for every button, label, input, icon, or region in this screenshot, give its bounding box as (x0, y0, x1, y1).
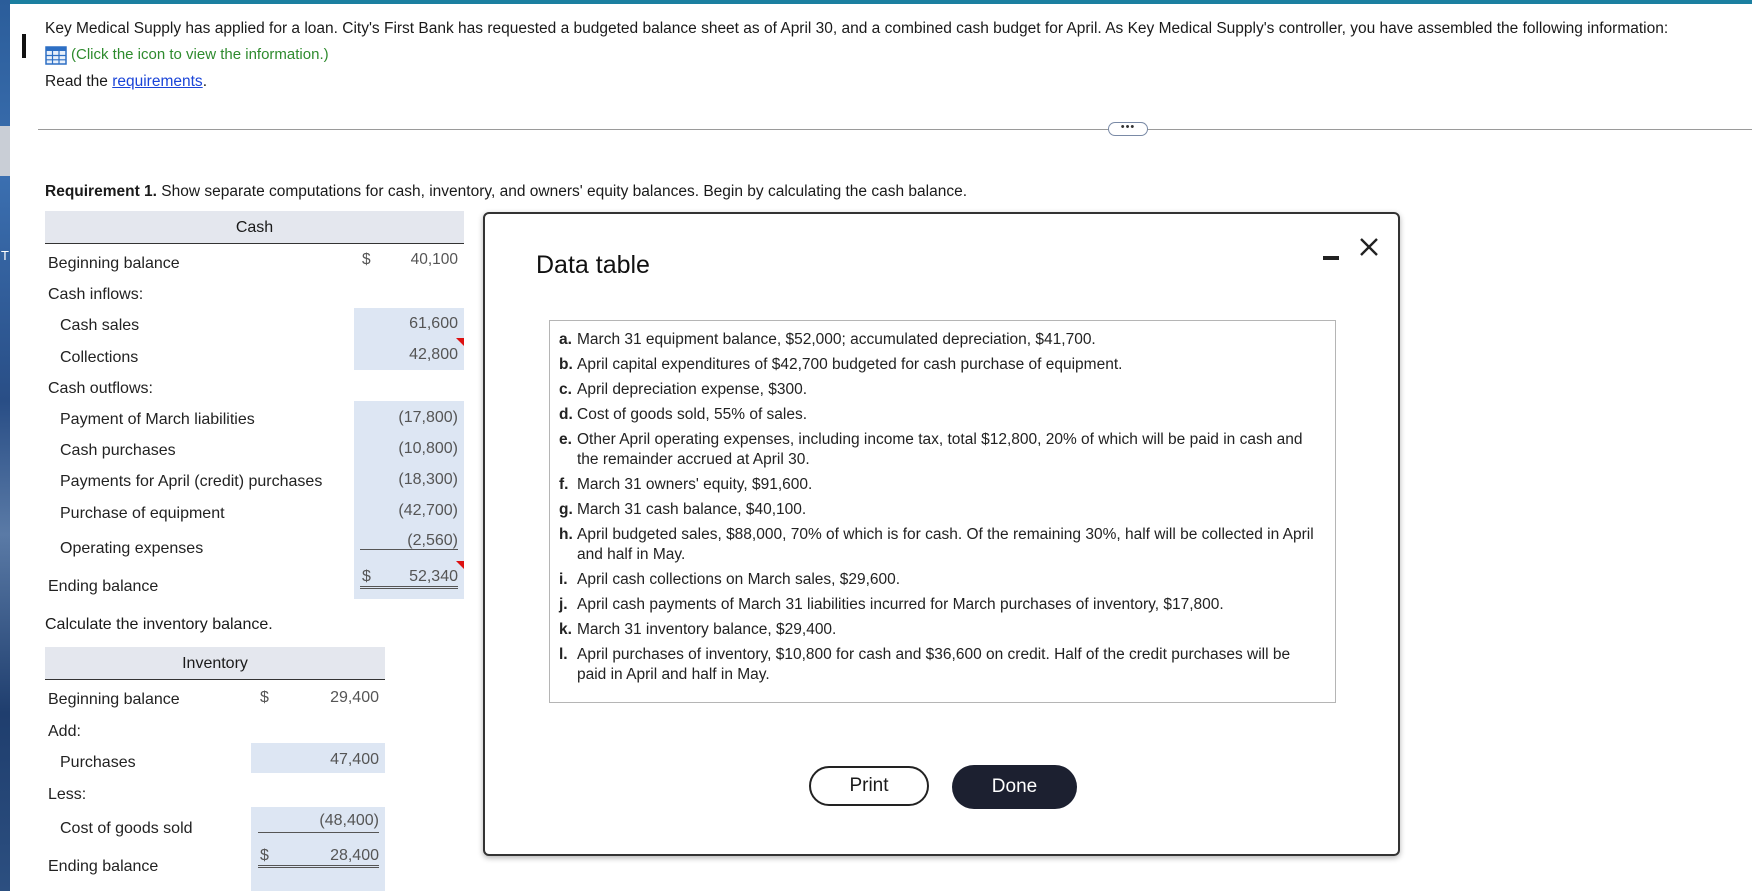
close-icon (1356, 234, 1382, 260)
inv-beginning-dollar: $ (260, 689, 269, 706)
inventory-table-header (45, 647, 385, 680)
section-divider (38, 129, 1752, 130)
operating-value[interactable]: (2,560) (407, 532, 458, 549)
payments-april-value[interactable]: (18,300) (398, 471, 458, 488)
cash-sales-value[interactable]: 61,600 (409, 315, 458, 332)
inv-ending-label: Ending balance (48, 858, 159, 875)
data-item-text: Other April operating expenses, including income tax, total $12,800, 20% of which will be paid in cash and the remainder accrued at April 30. (577, 431, 1303, 468)
cash-beginning-value: 40,100 (410, 251, 458, 268)
requirement-instructions: Show separate computations for cash, inventory, and owners' equity balances. Begin by calculating the cash balance. (156, 183, 967, 200)
data-item-text: April depreciation expense, $300. (577, 381, 808, 398)
data-item-text: April budgeted sales, $88,000, 70% of which is for cash. Of the remaining 30%, half will be collected in April and half in May. (577, 526, 1314, 563)
data-list-box (549, 320, 1336, 703)
requirements-link[interactable]: requirements (112, 73, 203, 90)
data-item-d (559, 405, 1323, 425)
data-item-text: April cash collections on March sales, $29,600. (577, 571, 901, 588)
data-item-key: c. (559, 381, 572, 398)
strip-marker (0, 126, 10, 176)
minimize-button[interactable] (1320, 245, 1342, 267)
data-item-l (559, 645, 1323, 685)
data-item-a (559, 330, 1323, 350)
data-item-text: March 31 owners' equity, $91,600. (577, 476, 813, 493)
cash-beginning-label: Beginning balance (48, 255, 180, 272)
problem-intro (45, 19, 1725, 92)
data-table-dialog (483, 212, 1400, 856)
data-item-key: e. (559, 431, 572, 448)
requirement-label: Requirement 1. (45, 183, 157, 200)
strip-letter: T (1, 248, 9, 263)
data-item-j (559, 595, 1323, 615)
payment-march-label: Payment of March liabilities (60, 411, 255, 428)
inv-cogs-value[interactable]: (48,400) (319, 812, 379, 829)
data-item-i (559, 570, 1323, 590)
inv-ending-dollar: $ (260, 847, 269, 864)
data-item-c (559, 380, 1323, 400)
read-suffix: . (202, 73, 207, 90)
inv-purchases-value[interactable]: 47,400 (330, 751, 379, 768)
inv-beginning-label: Beginning balance (48, 691, 180, 708)
collections-label: Collections (60, 349, 139, 366)
data-item-key: d. (559, 406, 573, 423)
cash-beginning-dollar: $ (362, 251, 371, 268)
data-item-text: April purchases of inventory, $10,800 for cash and $36,600 on credit. Half of the credit purchases will be paid in April and half in May. (577, 646, 1291, 683)
print-button[interactable]: Print (809, 766, 929, 806)
equipment-value[interactable]: (42,700) (398, 502, 458, 519)
dialog-title: Data table (536, 251, 650, 279)
payment-march-value[interactable]: (17,800) (398, 409, 458, 426)
data-item-key: l. (559, 646, 568, 663)
collections-value[interactable]: 42,800 (409, 346, 458, 363)
calc-inventory-text: Calculate the inventory balance. (45, 616, 273, 633)
data-item-key: g. (559, 501, 573, 518)
top-accent-bar (0, 0, 1752, 4)
cash-ending-value[interactable]: 52,340 (409, 568, 458, 585)
cash-ending-label: Ending balance (48, 578, 159, 595)
read-prefix: Read the (45, 73, 113, 90)
inv-add-label: Add: (48, 723, 81, 740)
close-button[interactable] (1356, 234, 1382, 260)
cash-beginning-cell (354, 244, 464, 277)
inv-beginning-value: 29,400 (330, 689, 379, 706)
cash-table-header (45, 211, 464, 244)
inv-less-label: Less: (48, 786, 87, 803)
cash-outflows-label: Cash outflows: (48, 380, 153, 397)
minimize-icon (1323, 256, 1339, 260)
payments-april-label: Payments for April (credit) purchases (60, 473, 323, 490)
inv-purchases-label: Purchases (60, 754, 136, 771)
data-item-key: f. (559, 476, 569, 493)
data-item-e (559, 430, 1323, 470)
click-hint-text: (Click the icon to view the information.) (71, 46, 329, 63)
data-item-k (559, 620, 1323, 640)
data-item-text: March 31 equipment balance, $52,000; accumulated depreciation, $41,700. (577, 331, 1096, 348)
inventory-title: Inventory (182, 655, 248, 672)
data-item-text: March 31 inventory balance, $29,400. (577, 621, 837, 638)
data-item-h (559, 525, 1323, 565)
inv-cogs-label: Cost of goods sold (60, 820, 193, 837)
text-cursor-bar (22, 34, 26, 58)
data-item-text: April cash payments of March 31 liabilities incurred for March purchases of inventory, $17,800. (577, 596, 1224, 613)
done-button[interactable]: Done (952, 765, 1077, 809)
table-grid-icon[interactable] (45, 46, 67, 65)
background-window-strip (0, 0, 10, 891)
cash-ending-dollar: $ (362, 568, 371, 585)
data-item-key: h. (559, 526, 573, 543)
data-item-key: i. (559, 571, 568, 588)
cash-inflows-label: Cash inflows: (48, 286, 144, 303)
data-item-key: k. (559, 621, 572, 638)
info-hint-row (45, 45, 1725, 65)
cash-purchases-label: Cash purchases (60, 442, 176, 459)
read-requirements-row (45, 72, 1725, 92)
cash-sales-label: Cash sales (60, 317, 140, 334)
cash-purchases-value[interactable]: (10,800) (398, 440, 458, 457)
data-item-key: a. (559, 331, 572, 348)
data-item-b (559, 355, 1323, 375)
requirement-1-text (45, 183, 967, 201)
operating-label: Operating expenses (60, 540, 204, 557)
cash-title: Cash (235, 219, 274, 236)
data-item-key: b. (559, 356, 573, 373)
data-item-text: April capital expenditures of $42,700 budgeted for cash purchase of equipment. (577, 356, 1123, 373)
expand-ellipsis-button[interactable]: ••• (1108, 122, 1148, 136)
cash-ending-flag (456, 561, 464, 569)
collections-flag (456, 338, 464, 346)
equipment-label: Purchase of equipment (60, 505, 225, 522)
data-item-key: j. (559, 596, 568, 613)
data-item-f (559, 475, 1323, 495)
data-item-g (559, 500, 1323, 520)
intro-text: Key Medical Supply has applied for a loan. City's First Bank has requested a budgeted balance sheet as of April 30, and a combined cash budget for April. As Key Medical Supply's controller, you have assembled the following information: (45, 20, 1669, 37)
inv-ending-value[interactable]: 28,400 (330, 847, 379, 864)
data-item-text: March 31 cash balance, $40,100. (577, 501, 807, 518)
data-item-text: Cost of goods sold, 55% of sales. (577, 406, 808, 423)
